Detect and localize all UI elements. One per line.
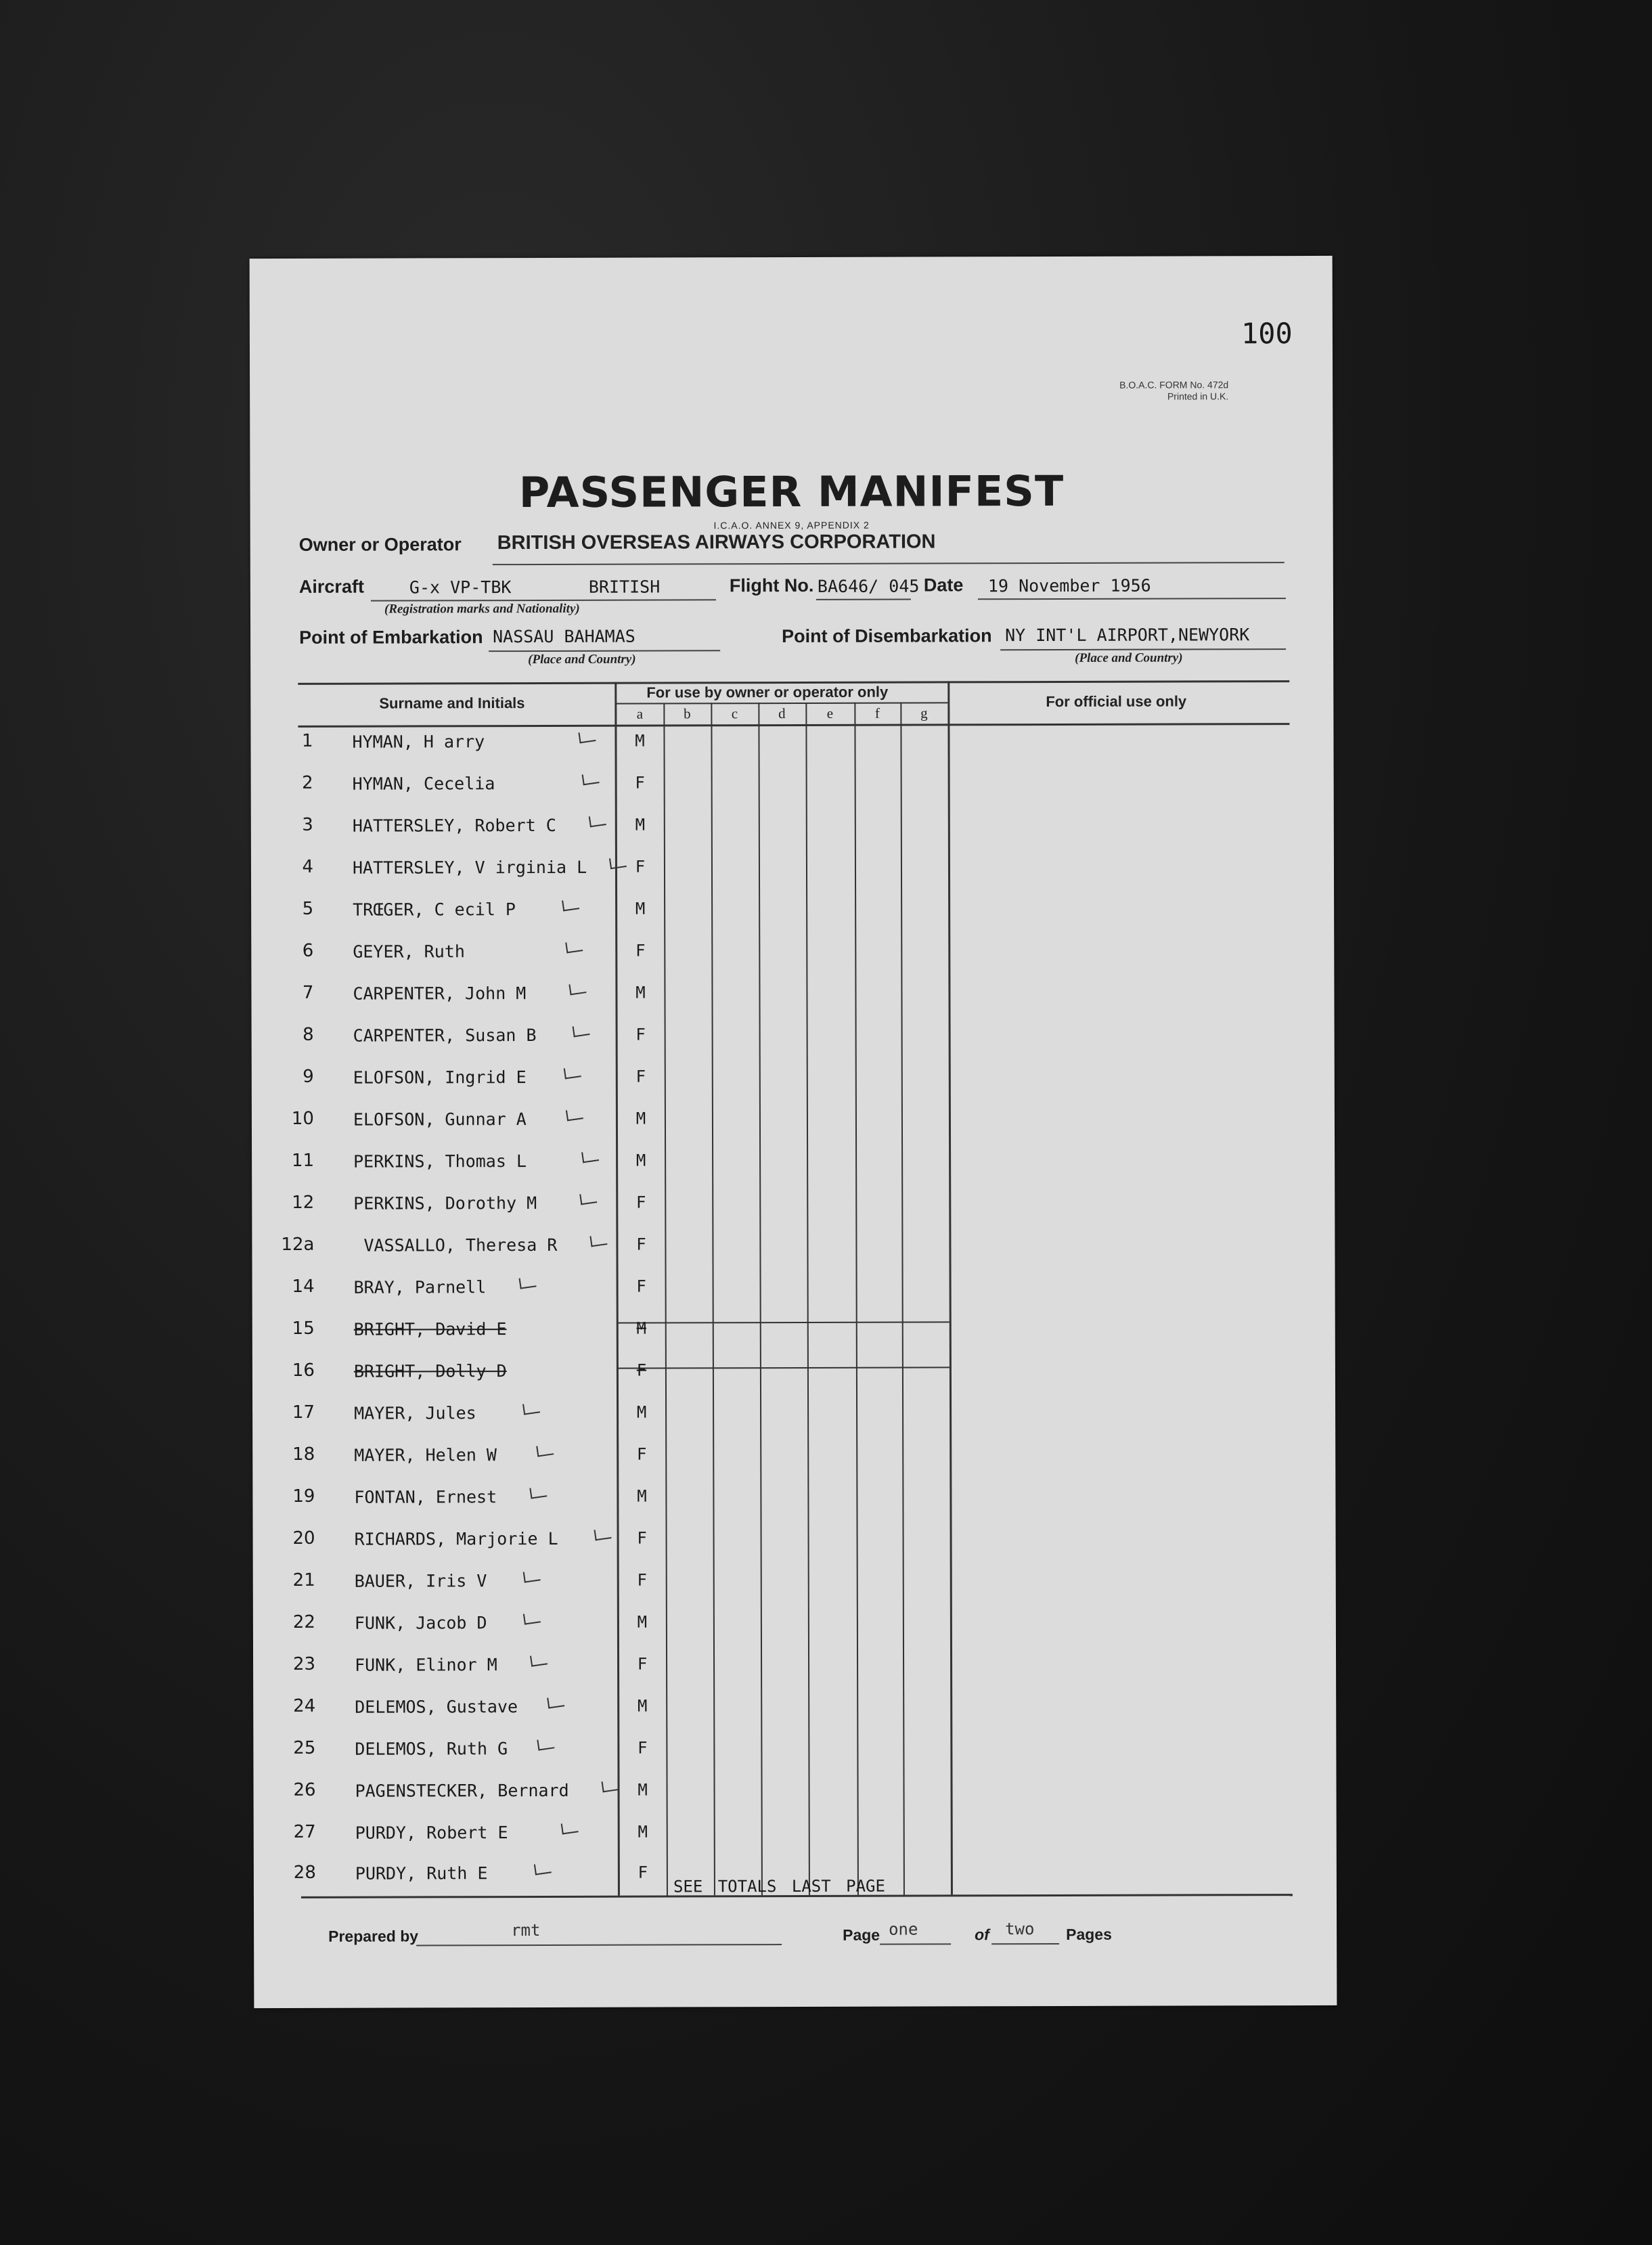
column-divider-d [758, 703, 763, 1895]
aircraft-nationality: BRITISH [588, 577, 661, 597]
printed-in: Printed in U.K. [1167, 391, 1229, 402]
check-mark-icon [581, 1150, 599, 1163]
disembarkation-note: (Place and Country) [1075, 650, 1183, 665]
row-number: 27 [293, 1821, 316, 1842]
disembarkation-value: NY INT'L AIRPORT,NEWYORK [1005, 625, 1250, 646]
pages-label: Pages [1066, 1925, 1112, 1943]
passenger-name: PURDY, Robert E [355, 1823, 508, 1843]
date-value: 19 November 1956 [987, 575, 1151, 596]
passenger-sex: M [635, 1109, 646, 1128]
of-label: of [975, 1926, 989, 1944]
check-mark-icon [573, 1024, 590, 1037]
flight-number: BA646/ 045 [817, 576, 920, 596]
passenger-name: HATTERSLEY, Robert C [352, 815, 556, 836]
embarkation-label: Point of Embarkation [299, 627, 483, 648]
passenger-sex: M [637, 1486, 647, 1506]
check-mark-icon [566, 1108, 583, 1121]
passenger-name: GEYER, Ruth [353, 941, 465, 962]
column-divider-c [711, 703, 715, 1895]
passenger-name: FUNK, Elinor M [355, 1655, 497, 1675]
row-number: 23 [292, 1653, 316, 1674]
row-number: 6 [302, 940, 314, 961]
passenger-name: TRŒGER, C ecil P [353, 899, 516, 920]
document-title: PASSENGER MANIFEST [518, 466, 1065, 518]
row-number: 3 [302, 814, 313, 835]
check-mark-icon [537, 1737, 554, 1750]
passenger-name: CARPENTER, John M [353, 983, 527, 1004]
passenger-sex: M [638, 1822, 648, 1842]
of-value: two [1005, 1919, 1035, 1939]
aircraft-label: Aircraft [298, 576, 364, 597]
passenger-name: RICHARDS, Marjorie L [354, 1528, 558, 1549]
column-divider-g [900, 703, 905, 1895]
column-letter-a: a [636, 705, 644, 722]
check-mark-icon [536, 1444, 554, 1457]
passenger-name: HYMAN, H arry [352, 732, 485, 752]
passenger-sex: M [638, 1780, 648, 1800]
row-number: 5 [302, 898, 314, 919]
of-underline [991, 1943, 1059, 1944]
column-divider-e [805, 703, 810, 1895]
passenger-name: FONTAN, Ernest [354, 1487, 497, 1507]
owner-use-header: For use by owner or operator only [646, 683, 889, 701]
column-letter-e: e [826, 705, 834, 721]
passenger-sex: M [636, 1318, 647, 1338]
check-mark-icon [519, 1276, 537, 1289]
column-letter-c: c [731, 705, 738, 722]
row-number: 15 [292, 1318, 315, 1339]
check-mark-icon [561, 1821, 579, 1834]
check-mark-icon [602, 1779, 619, 1792]
passenger-name: ELOFSON, Gunnar A [353, 1109, 527, 1130]
passenger-name: ELOFSON, Ingrid E [353, 1067, 527, 1088]
page-label: Page [843, 1926, 880, 1944]
passenger-sex: M [635, 983, 646, 1002]
prepared-by-underline [416, 1944, 782, 1946]
passenger-sex: F [638, 1863, 648, 1882]
passenger-sex: F [636, 1276, 646, 1296]
passenger-sex: F [637, 1528, 647, 1548]
document-subtitle: I.C.A.O. ANNEX 9, APPENDIX 2 [713, 519, 870, 531]
totals-note: SEE TOTALS LAST PAGE [673, 1876, 885, 1896]
check-mark-icon [523, 1611, 541, 1624]
passenger-sex: M [636, 1402, 647, 1422]
column-letter-d: d [778, 705, 786, 722]
passenger-sex: F [637, 1654, 648, 1674]
struck-row-rule-bottom [618, 1366, 950, 1369]
passenger-sex: M [637, 1612, 648, 1632]
flight-label: Flight No. [729, 575, 814, 596]
check-mark-icon [582, 772, 600, 785]
passenger-name: MAYER, Jules [354, 1403, 476, 1423]
row-number: 4 [302, 856, 314, 877]
row-number: 16 [292, 1360, 315, 1381]
row-number: 20 [292, 1528, 315, 1549]
row-number: 10 [291, 1108, 314, 1129]
passenger-name: HATTERSLEY, V irginia L [352, 857, 587, 878]
passenger-sex: F [635, 1067, 646, 1086]
row-number: 22 [292, 1611, 315, 1632]
check-mark-icon [547, 1695, 564, 1708]
passenger-name: PAGENSTECKER, Bernard [355, 1780, 569, 1801]
official-column-divider [947, 681, 953, 1894]
disembarkation-label: Point of Disembarkation [782, 625, 992, 647]
row-number: 11 [291, 1150, 315, 1171]
embarkation-note: (Place and Country) [528, 652, 636, 667]
aircraft-registration: G-x VP-TBK [409, 577, 512, 598]
date-label: Date [923, 575, 964, 596]
passenger-sex: F [635, 857, 646, 876]
check-mark-icon [609, 856, 627, 869]
row-number: 1 [301, 730, 313, 751]
row-number: 19 [292, 1486, 315, 1507]
struck-row-rule-top [618, 1321, 950, 1323]
passenger-name: DELEMOS, Gustave [355, 1697, 518, 1717]
row-number: 17 [292, 1402, 315, 1423]
page-value: one [889, 1919, 918, 1939]
check-mark-icon [529, 1486, 547, 1498]
prepared-by-label: Prepared by [328, 1927, 419, 1945]
date-underline [978, 598, 1286, 600]
check-mark-icon [594, 1528, 612, 1540]
check-mark-icon [562, 898, 579, 911]
passenger-sex: F [637, 1570, 647, 1590]
passenger-sex: F [636, 1235, 646, 1254]
column-letter-g: g [920, 705, 928, 721]
owner-underline [493, 562, 1285, 565]
row-number: 7 [302, 982, 314, 1003]
passenger-sex: M [635, 1151, 646, 1170]
owner-label: Owner or Operator [298, 534, 462, 555]
official-use-header: For official use only [1046, 692, 1187, 711]
row-number: 9 [303, 1066, 314, 1087]
owner-use-rule [616, 702, 947, 704]
table-header-rule [298, 723, 1289, 728]
row-number: 14 [292, 1276, 315, 1297]
passenger-name: PERKINS, Thomas L [353, 1151, 527, 1172]
page-number: 100 [1241, 317, 1293, 351]
passenger-name: PURDY, Ruth E [355, 1863, 488, 1884]
owner-value: BRITISH OVERSEAS AIRWAYS CORPORATION [497, 531, 936, 554]
check-mark-icon [589, 814, 606, 827]
passenger-sex: F [635, 773, 645, 793]
passenger-name: BRAY, Parnell [353, 1277, 487, 1297]
passenger-name: BAUER, Iris V [354, 1571, 487, 1591]
column-divider-b [663, 703, 668, 1895]
check-mark-icon [589, 1234, 607, 1247]
passenger-sex: M [637, 1696, 648, 1716]
passenger-sex: F [635, 941, 646, 960]
surname-header: Surname and Initials [379, 694, 525, 712]
passenger-name: CARPENTER, Susan B [353, 1025, 537, 1046]
check-mark-icon [523, 1570, 541, 1582]
passenger-name: HYMAN, Cecelia [352, 774, 495, 794]
form-number: B.O.A.C. FORM No. 472d [1119, 379, 1229, 391]
passenger-name: MAYER, Helen W [354, 1445, 497, 1465]
passenger-name: PERKINS, Dorothy M [353, 1193, 537, 1214]
row-number: 21 [292, 1570, 315, 1591]
passenger-sex: F [636, 1444, 647, 1464]
flight-underline [816, 599, 911, 600]
row-number: 2 [302, 772, 313, 793]
check-mark-icon [530, 1653, 548, 1666]
row-number: 26 [293, 1779, 316, 1800]
row-number: 8 [303, 1024, 314, 1045]
passenger-sex: F [638, 1738, 648, 1758]
passenger-name: FUNK, Jacob D [354, 1613, 487, 1633]
row-number: 12a [281, 1234, 315, 1255]
passenger-name: DELEMOS, Ruth G [355, 1739, 508, 1759]
row-number: 25 [293, 1737, 316, 1758]
passenger-sex: F [636, 1360, 647, 1380]
prepared-by-value: rmt [511, 1920, 541, 1940]
page-underline [880, 1943, 951, 1944]
check-mark-icon [578, 730, 596, 743]
row-number: 24 [293, 1695, 316, 1716]
check-mark-icon [522, 1402, 540, 1415]
row-number: 18 [292, 1444, 315, 1465]
column-divider-f [854, 703, 859, 1895]
check-mark-icon [534, 1862, 552, 1875]
row-number: 28 [293, 1862, 316, 1883]
passenger-sex: M [635, 815, 646, 835]
passenger-sex: F [635, 1025, 646, 1044]
passenger-sex: M [635, 899, 646, 918]
check-mark-icon [568, 982, 586, 995]
passenger-name: BRIGHT, David E [353, 1319, 507, 1339]
column-letter-b: b [684, 705, 691, 722]
check-mark-icon [564, 1066, 581, 1079]
aircraft-note: (Registration marks and Nationality) [384, 601, 580, 617]
passenger-name: VASSALLO, Theresa R [363, 1235, 558, 1255]
check-mark-icon [579, 1192, 597, 1205]
passenger-sex: F [636, 1193, 646, 1212]
manifest-sheet [250, 256, 1337, 2008]
check-mark-icon [565, 940, 583, 953]
embarkation-value: NASSAU BAHAMAS [493, 626, 635, 647]
column-letter-f: f [874, 705, 880, 721]
passenger-name: BRIGHT, Dolly D [353, 1361, 507, 1381]
passenger-sex: M [635, 731, 645, 751]
row-number: 12 [292, 1192, 315, 1213]
form-reference [1119, 379, 1228, 402]
